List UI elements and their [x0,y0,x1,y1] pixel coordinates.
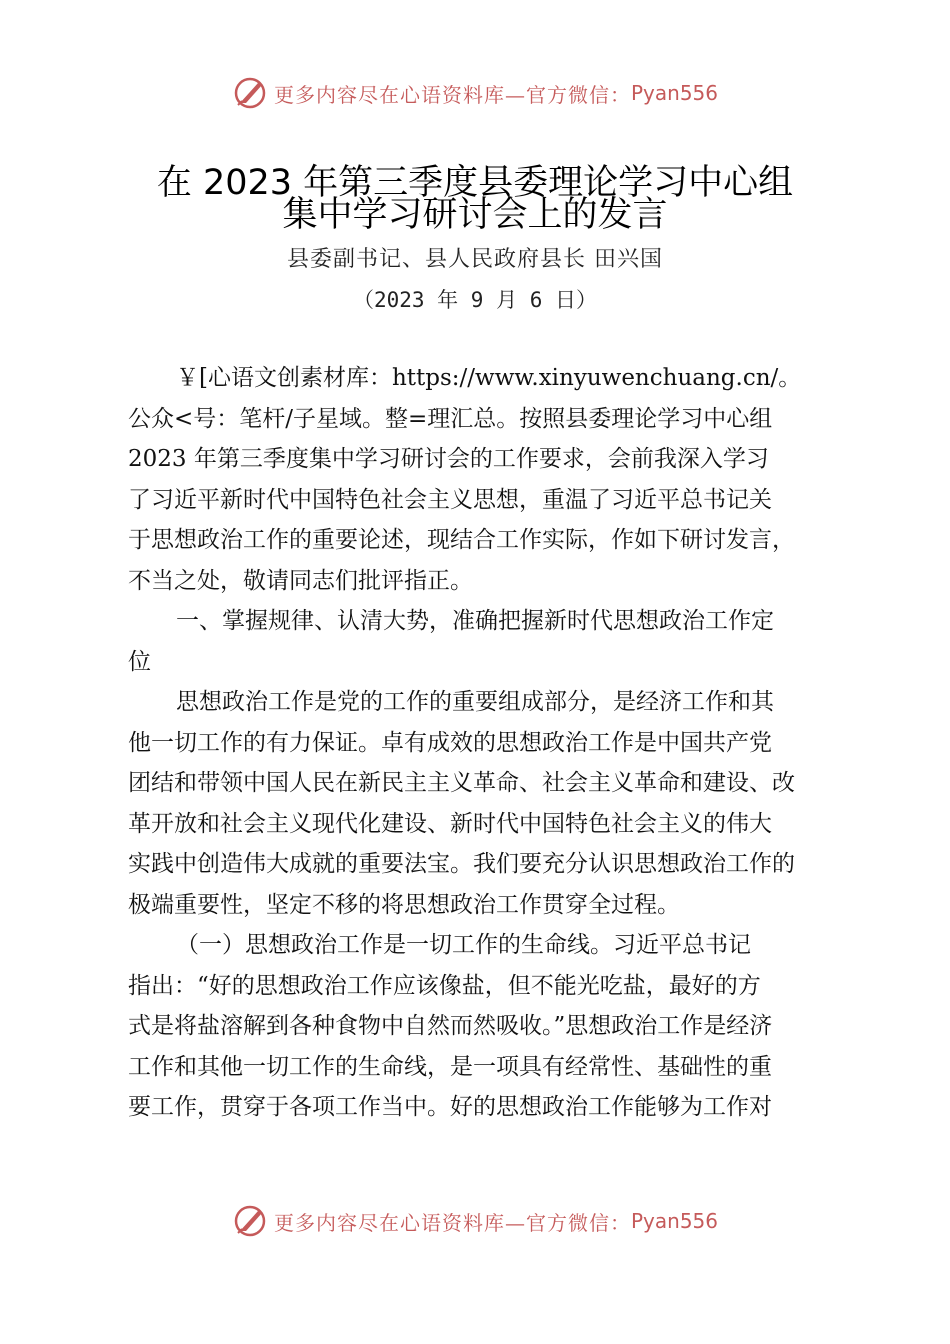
body-line: 实践中创造伟大成就的重要法宝。我们要充分认识思想政治工作的 [128,851,795,877]
section-heading: 一、掌握规律、认清大势，准确把握新时代思想政治工作定 [176,608,774,634]
body-line: 要工作，贯穿于各项工作当中。好的思想政治工作能够为工作对 [128,1094,772,1120]
quill-pen-icon [232,1203,268,1239]
body-line: 团结和带领中国人民在新民主主义革命、社会主义革命和建设、改 [128,770,795,796]
body-line: ￥[心语文创素材库：https://www.xinyuwenchuang.cn/。 [176,365,802,391]
body-line: 他一切工作的有力保证。卓有成效的思想政治工作是中国共产党 [128,729,772,756]
watermark-wechat-id: Pyan556 [630,81,718,105]
document-title-line-1: 在 2023 年第三季度县委理论学习中心组 [156,163,794,203]
document-author: 县委副书记、县人民政府县长 田兴国 [287,247,663,272]
body-line: 革开放和社会主义现代化建设、新时代中国特色社会主义的伟大 [128,810,772,837]
watermark-wechat-id: Pyan556 [630,1209,718,1233]
document-title-line-2: 集中学习研讨会上的发言 [282,195,668,235]
body-line: 于思想政治工作的重要论述，现结合工作实际，作如下研讨发言， [128,527,795,553]
body-line: 不当之处，敬请同志们批评指正。 [128,567,473,594]
watermark-banner-top [0,71,950,115]
body-line: 极端重要性，坚定不移的将思想政治工作贯穿全过程。 [128,891,680,918]
body-line: 思想政治工作是党的工作的重要组成部分，是经济工作和其 [176,689,774,715]
body-line: 指出：“好的思想政治工作应该像盐，但不能光吃盐，最好的方 [128,972,761,999]
body-line: 工作和其他一切工作的生命线，是一项具有经常性、基础性的重 [128,1053,772,1080]
body-line: 公众<号：笔杆/子星域。整=理汇总。按照县委理论学习中心组 [128,405,773,432]
document-body [128,358,868,1128]
quill-pen-icon [232,75,268,111]
body-line: 式是将盐溶解到各种食物中自然而然吸收。”思想政治工作是经济 [128,1013,773,1039]
document-date: （2023 年 9 月 6 日） [352,288,598,312]
watermark-text: 更多内容尽在心语资料库—官方微信： [273,82,631,107]
watermark-text: 更多内容尽在心语资料库—官方微信： [273,1210,631,1235]
subsection-heading: （一）思想政治工作是一切工作的生命线。习近平总书记 [176,932,751,958]
watermark-banner-bottom [0,1199,950,1243]
body-line: 2023 年第三季度集中学习研讨会的工作要求，会前我深入学习 [128,446,769,472]
section-heading-cont: 位 [128,648,151,675]
body-line: 了习近平新时代中国特色社会主义思想，重温了习近平总书记关 [128,486,772,513]
